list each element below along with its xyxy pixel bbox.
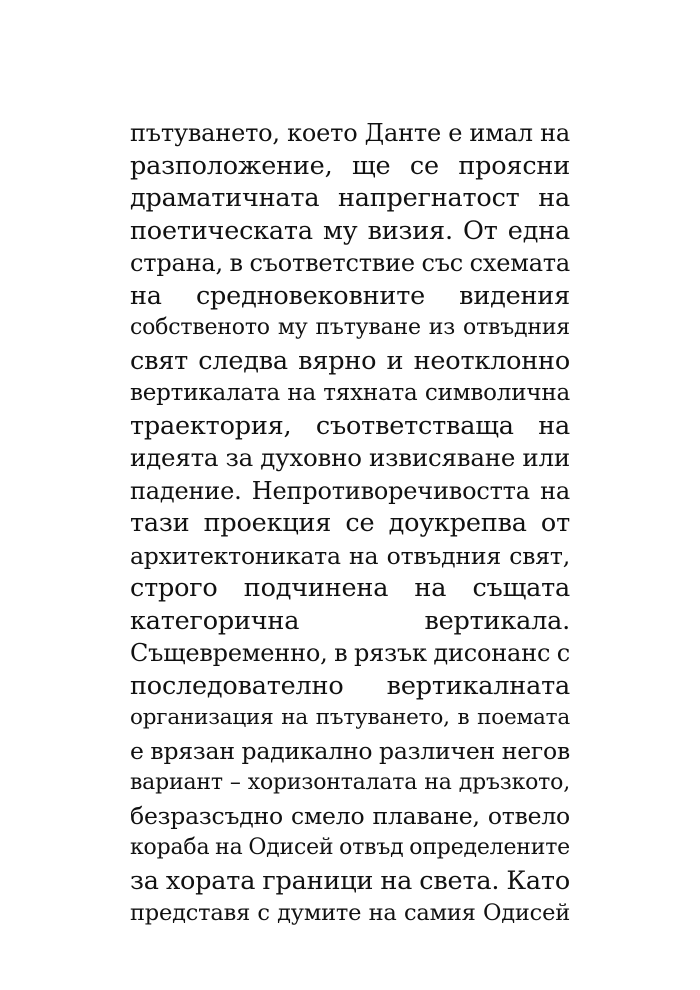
text-line: кораба на Одисей отвъд определените xyxy=(130,835,570,860)
text-line: поетическата му визия. От една xyxy=(130,215,570,246)
text-line: вертикалата на тяхната символична xyxy=(130,380,570,406)
text-line: свят следва вярно и неотклонно xyxy=(130,345,570,376)
body-text xyxy=(130,117,570,930)
text-line: собственото му пътуване из отвъдния xyxy=(130,315,570,340)
text-line: на средновековните видения xyxy=(130,280,570,311)
text-line: представя с думите на самия Одисей xyxy=(130,900,570,926)
text-line: страна, в съответствие със схемата xyxy=(130,249,570,277)
text-line: последователно вертикалната xyxy=(130,670,570,701)
text-line: тази проекция се доукрепва от xyxy=(130,508,570,538)
text-line: е врязан радикално различен негов xyxy=(130,736,570,765)
text-line: пътуването, което Данте е имал на xyxy=(130,119,570,147)
text-line: архитектониката на отвъдния свят, xyxy=(130,541,570,570)
text-line: безразсъдно смело плаване, отвело xyxy=(130,801,570,830)
text-line: вариант – хоризонталата на дръзкото, xyxy=(130,770,570,795)
text-line: идеята за духовно извисяване или xyxy=(130,443,570,472)
text-line: Същевременно, в рязък дисонанс с xyxy=(130,639,570,667)
text-line: падение. Непротиворечивостта на xyxy=(130,476,570,505)
text-line: разположение, ще се проясни xyxy=(130,150,570,181)
text-line: траектория, съответстваща на xyxy=(130,410,570,441)
text-line: драматичната напрегнатост на xyxy=(130,183,570,213)
text-line: за хората граници на света. Като xyxy=(130,865,570,896)
text-line: строго подчинена на същата xyxy=(130,573,570,603)
text-line: категорична вертикала. xyxy=(130,605,570,636)
text-line: организация на пътуването, в поемата xyxy=(130,705,570,730)
